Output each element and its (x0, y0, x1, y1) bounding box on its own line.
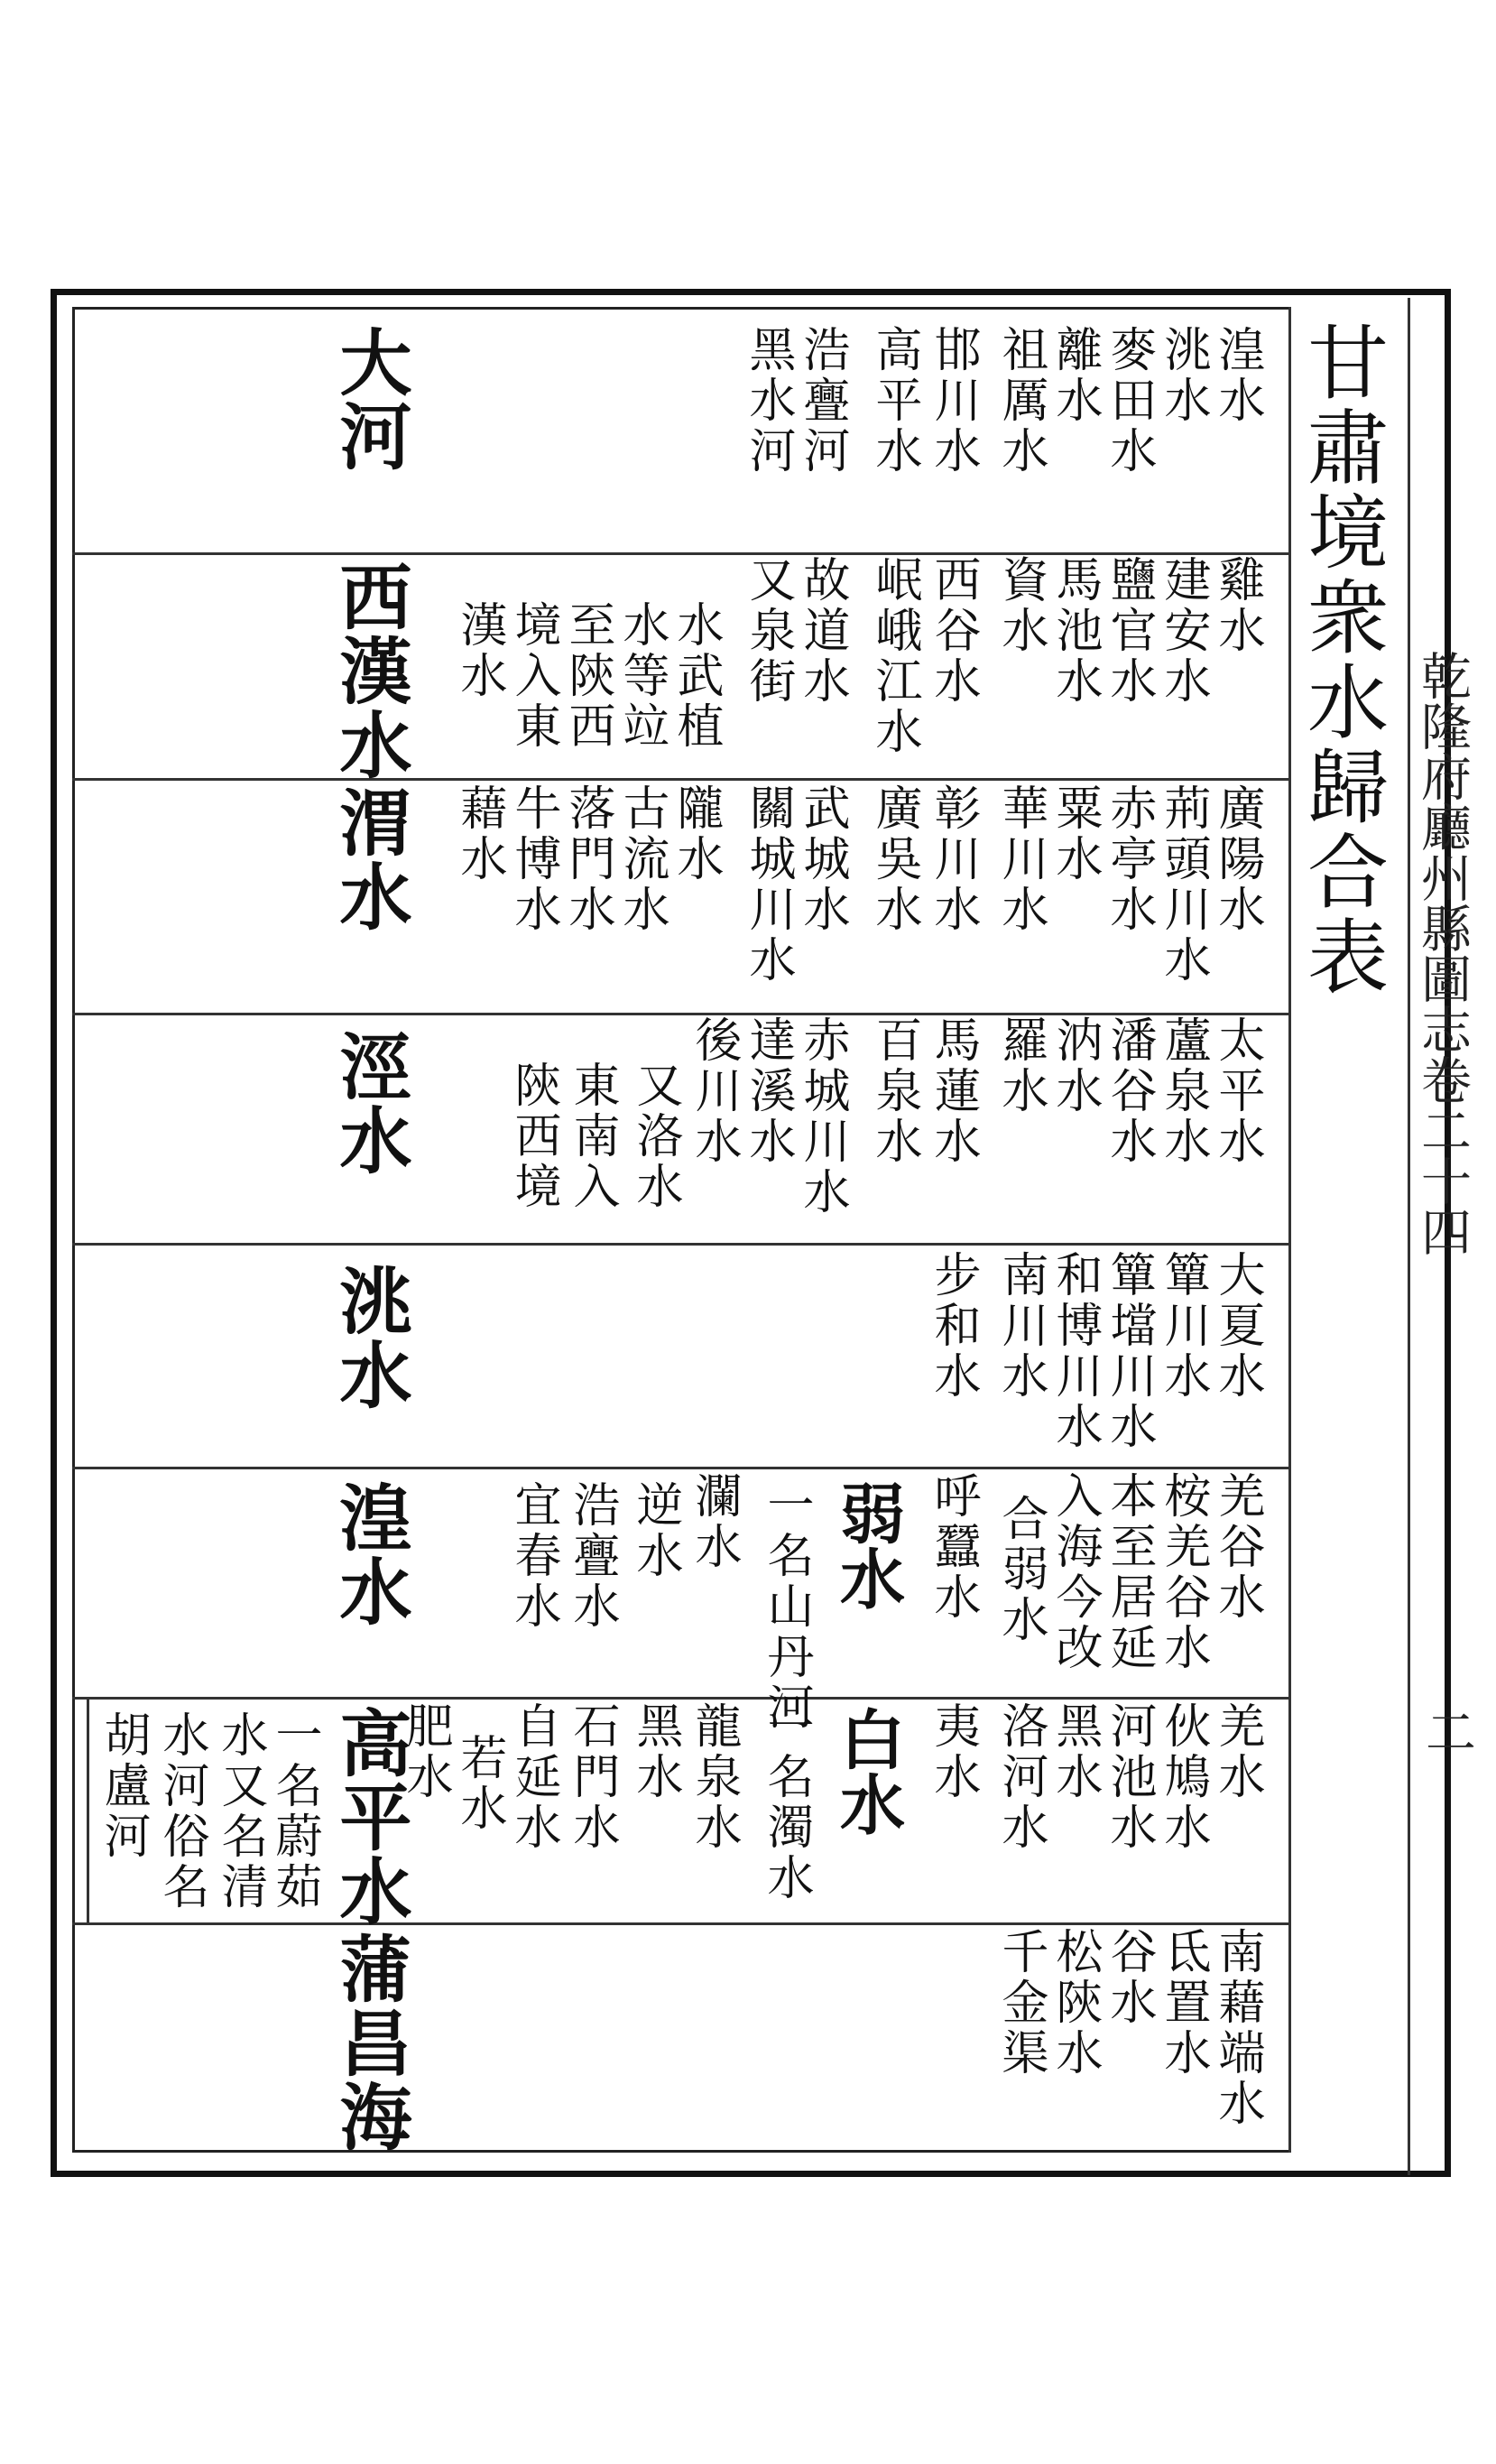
entry: 離水 (1048, 325, 1102, 426)
entry: 一名蔚茹 (267, 1710, 321, 1913)
entry: 華川水 (993, 783, 1048, 935)
entry: 境入東 (506, 600, 560, 752)
entry: 龍泉水 (687, 1701, 741, 1853)
entry: 故道水 (795, 555, 849, 707)
margin-rule (1408, 298, 1410, 2175)
margin-text: 乾隆府廳州縣圖志卷二十四 (1413, 650, 1472, 1256)
entry: 汭水 (1048, 1015, 1102, 1116)
entry: 又泉街 (741, 555, 795, 707)
entry: 廣陽水 (1210, 783, 1264, 935)
entry: 武城水 (795, 783, 849, 935)
entry: 牛博水 (506, 783, 560, 935)
entry: 落門水 (560, 783, 614, 935)
entry: 河池水 (1102, 1701, 1156, 1853)
entry: 本至居延 (1102, 1471, 1156, 1673)
entry: 東南入 (565, 1061, 619, 1212)
entry: 廣吳水 (867, 783, 921, 935)
entry: 和博川水 (1048, 1250, 1102, 1452)
entry: 荊頭川水 (1156, 783, 1210, 986)
entry: 若水 (452, 1733, 506, 1834)
entry: 馬池水 (1048, 555, 1102, 707)
entry: 簞壋川水 (1102, 1250, 1156, 1452)
entry: 關城川水 (741, 783, 795, 986)
entry: 達溪水 (741, 1015, 795, 1167)
entry: 松陝水 (1048, 1927, 1102, 2079)
entry: 肥水 (398, 1701, 452, 1802)
entry: 古流水 (614, 783, 669, 935)
entry: 至陝西 (560, 600, 614, 752)
entry: 祖厲水 (993, 325, 1048, 477)
entry: 合弱水 (993, 1494, 1048, 1645)
entry: 呼蠶水 (926, 1471, 980, 1623)
entry: 後川水 (687, 1015, 741, 1167)
row-divider (72, 778, 1288, 781)
sub-river: 白水 (829, 1706, 906, 1836)
entry: 石門水 (565, 1701, 619, 1853)
entry: 宜春水 (506, 1480, 560, 1632)
entry: 羌水 (1210, 1701, 1264, 1802)
entry: 漢水 (452, 600, 506, 701)
main-river: 渭水 (328, 785, 412, 933)
entry: 隴水 (669, 783, 723, 885)
entry: 馬蓮水 (926, 1015, 980, 1167)
row-divider (72, 1467, 1288, 1469)
entry: 水又名清 (213, 1710, 267, 1913)
entry: 瀾水 (687, 1471, 741, 1572)
entry: 谷水 (1102, 1927, 1156, 2028)
entry: 高平水 (867, 325, 921, 477)
entry: 南川水 (993, 1250, 1048, 1402)
page-marker: 二 (1418, 1706, 1476, 1756)
entry: 湟水 (1210, 325, 1264, 426)
main-river: 蒲昌海 (328, 1931, 412, 2154)
entry: 西谷水 (926, 555, 980, 707)
entry: 氐置水 (1156, 1927, 1210, 2079)
entry: 建安水 (1156, 555, 1210, 707)
main-river: 涇水 (328, 1029, 412, 1177)
entry: 赤城川水 (795, 1015, 849, 1218)
entry: 粟水 (1048, 783, 1102, 885)
entry: 羌谷水 (1210, 1471, 1264, 1623)
sub-river: 弱水 (829, 1480, 906, 1610)
entry: 百泉水 (867, 1015, 921, 1167)
entry: 藉水 (452, 783, 506, 885)
entry: 麥田水 (1102, 325, 1156, 477)
entry: 蘆泉水 (1156, 1015, 1210, 1167)
entry: 岷峨江水 (867, 555, 921, 757)
main-river: 高平水 (328, 1706, 412, 1928)
entry: 陝西境 (506, 1061, 560, 1212)
entry: 步和水 (926, 1250, 980, 1402)
entry: 入海今改 (1048, 1471, 1102, 1673)
entry: 胡盧河 (96, 1710, 150, 1862)
entry: 黑水 (628, 1701, 682, 1802)
entry: 洮水 (1156, 325, 1210, 426)
page-title: 甘肅境衆水歸合表 (1293, 320, 1388, 999)
sub-table-bottom (87, 1922, 326, 1925)
entry: 雞水 (1210, 555, 1264, 656)
row-divider (72, 1243, 1288, 1246)
entry: 簞川水 (1156, 1250, 1210, 1402)
entry: 羅水 (993, 1015, 1048, 1116)
entry: 太平水 (1210, 1015, 1264, 1167)
entry: 赤亭水 (1102, 783, 1156, 935)
entry: 邯川水 (926, 325, 980, 477)
entry: 黑水河 (741, 325, 795, 477)
entry: 又洛水 (628, 1061, 682, 1212)
entry: 黑水 (1048, 1701, 1102, 1802)
entry: 洛河水 (993, 1701, 1048, 1853)
entry: 夷水 (926, 1701, 980, 1802)
title-column-rule (1288, 307, 1291, 2153)
sub-table-left (87, 1697, 89, 1925)
entry: 潘谷水 (1102, 1015, 1156, 1167)
entry: 水河俗名 (154, 1710, 208, 1913)
entry: 千金渠 (993, 1927, 1048, 2079)
main-river: 大河 (328, 325, 412, 473)
entry: 浩亹水 (565, 1480, 619, 1632)
entry: 桉羌谷水 (1156, 1471, 1210, 1673)
entry: 逆水 (628, 1480, 682, 1581)
entry: 自延水 (506, 1701, 560, 1853)
entry: 鹽官水 (1102, 555, 1156, 707)
sub-table-top (87, 1697, 326, 1700)
entry: 一名濁水 (759, 1701, 813, 1904)
main-river: 湟水 (328, 1480, 412, 1628)
main-river: 西漢水 (328, 560, 412, 782)
entry: 彰川水 (926, 783, 980, 935)
entry: 水等竝 (614, 600, 669, 752)
entry: 伙鳩水 (1156, 1701, 1210, 1853)
entry: 浩亹河 (795, 325, 849, 477)
entry: 南藉端水 (1210, 1927, 1264, 2129)
entry: 資水 (993, 555, 1048, 656)
entry: 水武植 (669, 600, 723, 752)
entry: 一名山丹河 (759, 1480, 813, 1733)
entry: 大夏水 (1210, 1250, 1264, 1402)
main-river: 洮水 (328, 1264, 412, 1412)
